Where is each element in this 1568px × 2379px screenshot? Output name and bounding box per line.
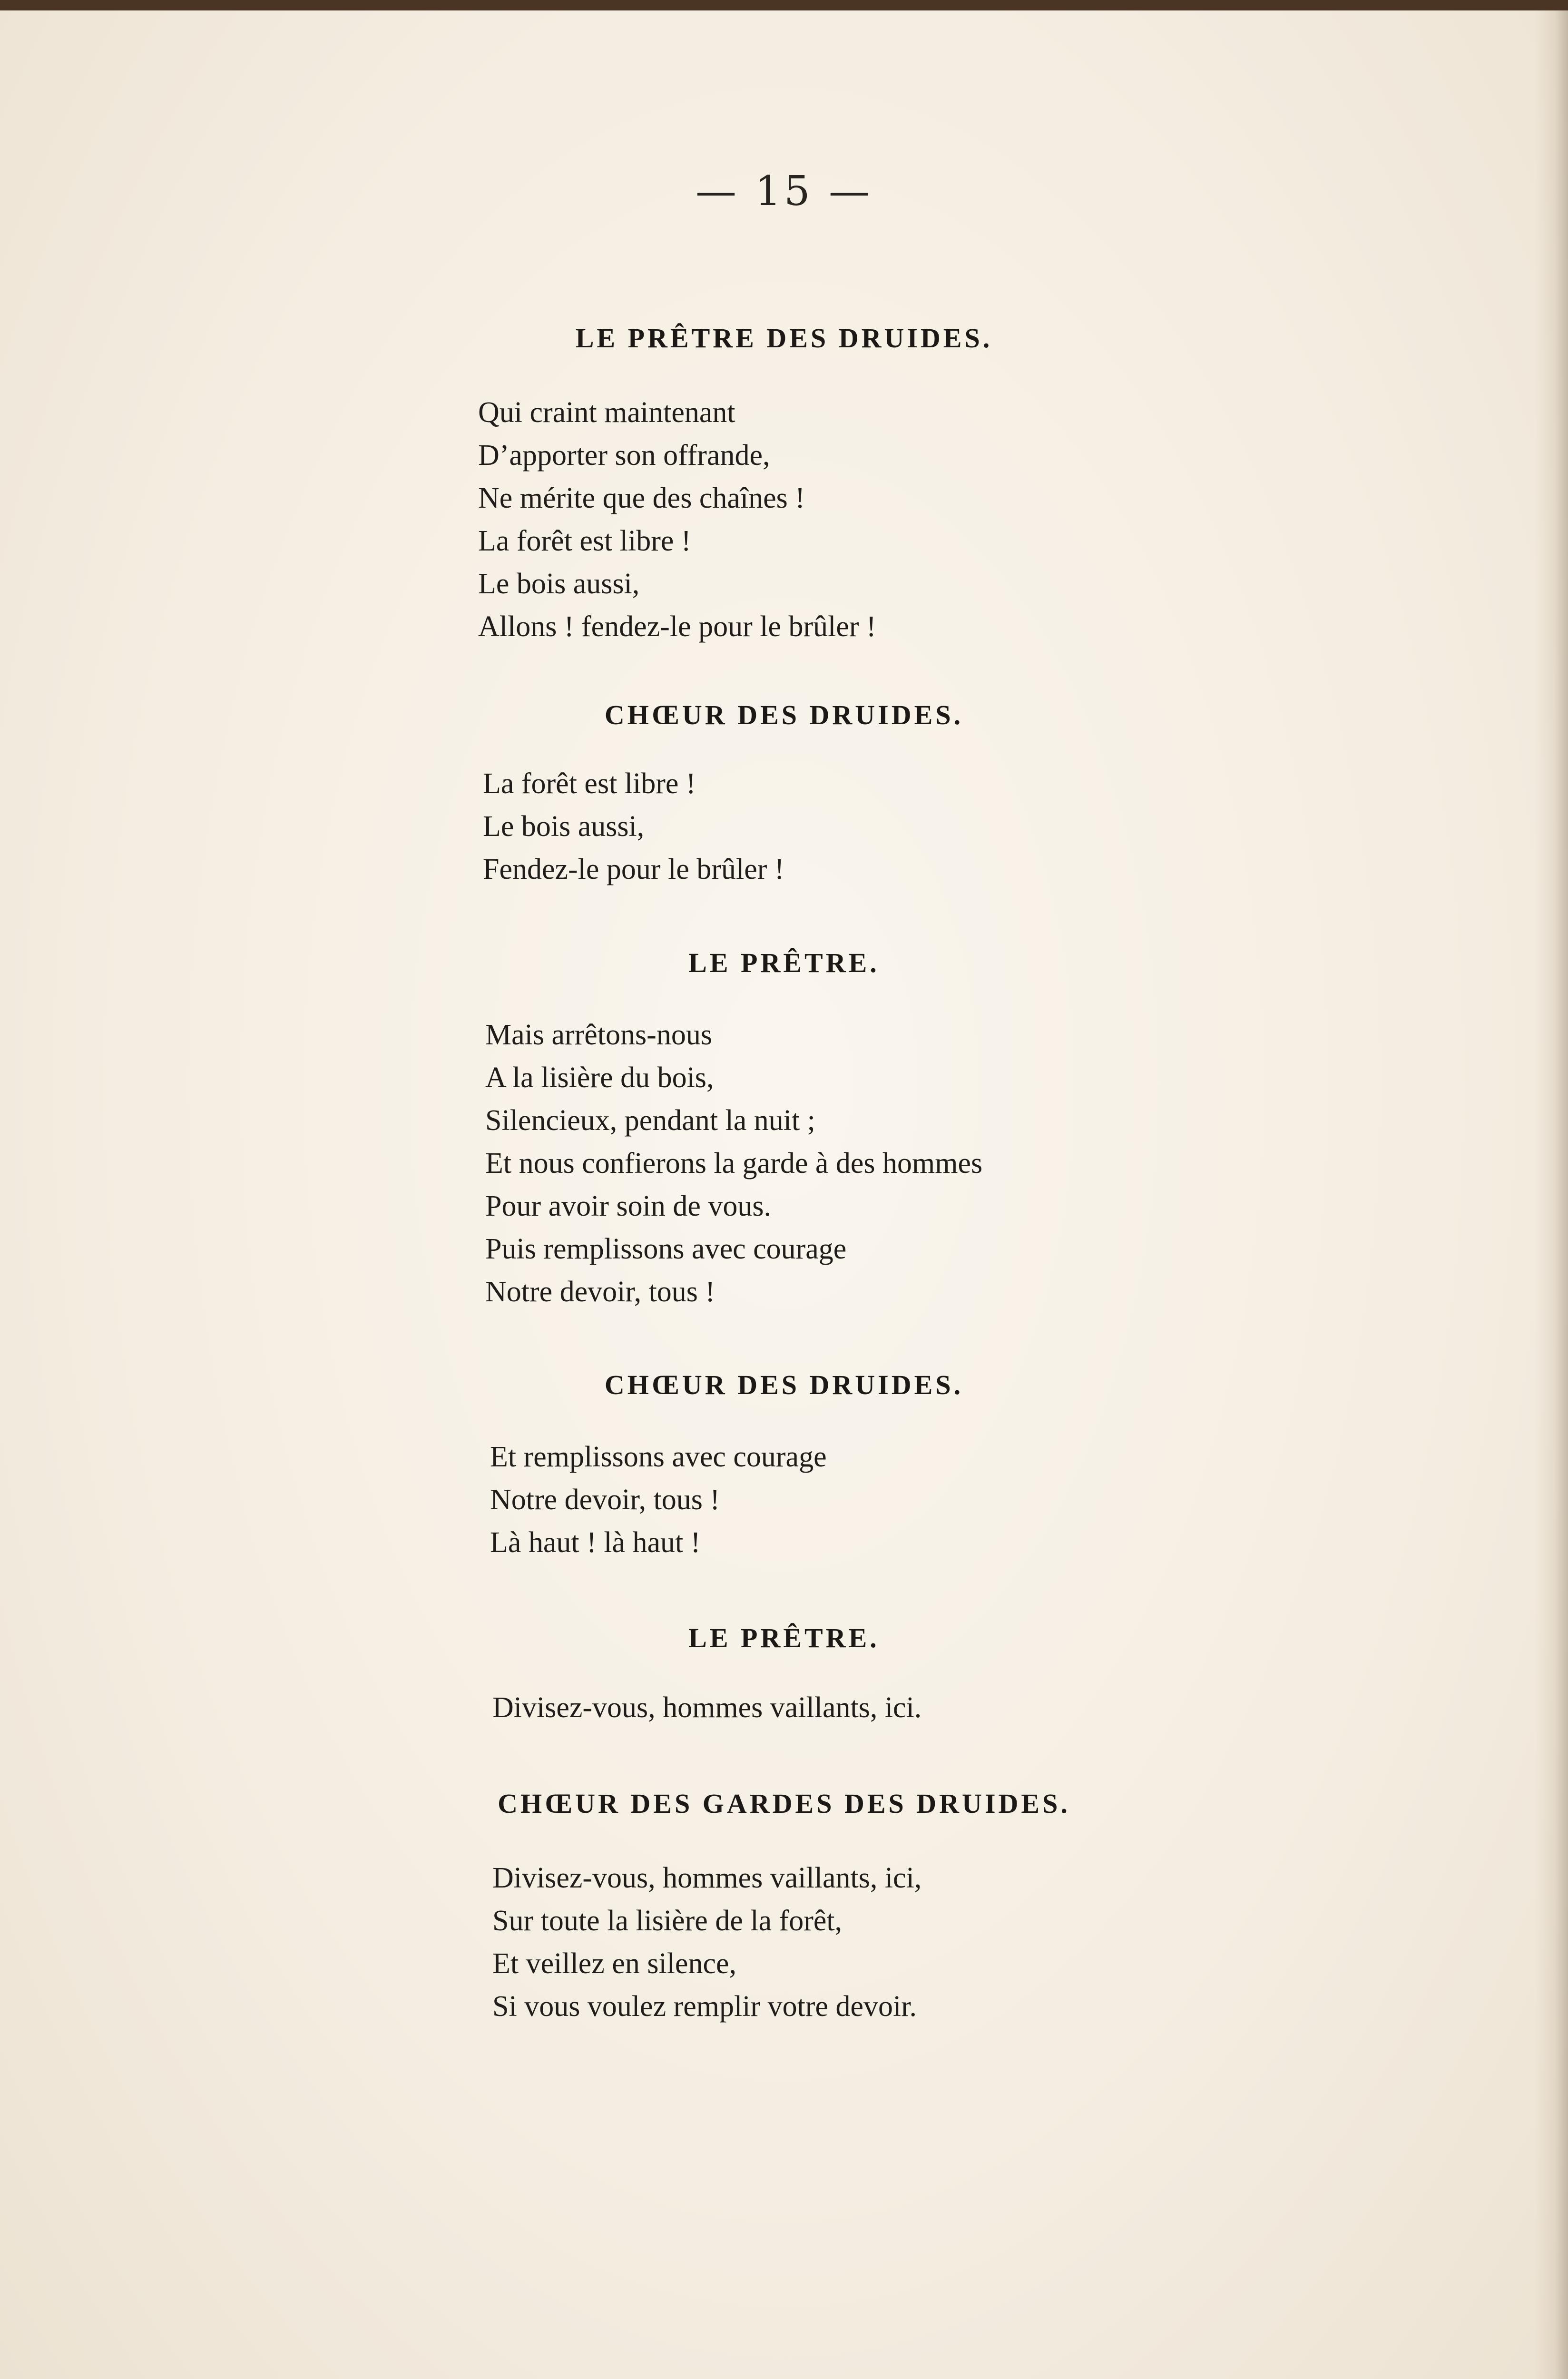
verse-line: Le bois aussi, [478,568,640,600]
verse-line: Fendez-le pour le brûler ! [483,853,784,885]
verse-block-3 [485,1013,982,1313]
verse-line: Mais arrêtons-nous [485,1019,712,1051]
verse-line: A la lisière du bois, [485,1062,714,1094]
verse-line: Qui craint maintenant [478,396,735,429]
speaker-heading-3: LE PRÊTRE. [688,947,880,978]
verse-block-4 [490,1435,827,1564]
verse-block-5 [492,1686,921,1729]
verse-line: D’apporter son offrande, [478,439,770,472]
verse-line: Et veillez en silence, [492,1947,736,1980]
page-edge-shadow [1535,10,1568,2379]
verse-line: Le bois aussi, [483,810,645,843]
verse-block-2 [483,762,784,891]
verse-line: Divisez-vous, hommes vaillants, ici, [492,1862,922,1894]
verse-line: Divisez-vous, hommes vaillants, ici. [492,1691,922,1724]
verse-line: Notre devoir, tous ! [485,1276,715,1308]
verse-line: Ne mérite que des chaînes ! [478,482,805,514]
verse-line: Silencieux, pendant la nuit ; [485,1104,815,1137]
verse-line: Et remplissons avec courage [490,1441,827,1473]
speaker-heading-4: CHŒUR DES DRUIDES. [604,1369,964,1400]
verse-line: Si vous voulez remplir votre devoir. [492,1990,917,2023]
verse-block-6 [492,1857,921,2028]
speaker-heading-5: LE PRÊTRE. [688,1622,880,1653]
speaker-heading-2: CHŒUR DES DRUIDES. [604,699,964,730]
verse-line: Et nous confierons la garde à des hommes [485,1147,983,1180]
speaker-heading-1: LE PRÊTRE DES DRUIDES. [575,323,993,354]
verse-line: Là haut ! là haut ! [490,1526,701,1559]
verse-line: La forêt est libre ! [478,525,691,557]
speaker-heading-6: CHŒUR DES GARDES DES DRUIDES. [498,1788,1070,1819]
verse-line: Sur toute la lisière de la forêt, [492,1905,843,1937]
verse-line: Pour avoir soin de vous. [485,1190,772,1222]
verse-line: Notre devoir, tous ! [490,1484,720,1516]
verse-line: Puis remplissons avec courage [485,1233,847,1265]
verse-line: Allons ! fendez-le pour le brûler ! [478,610,876,643]
verse-block-1 [478,391,876,648]
verse-line: La forêt est libre ! [483,767,696,800]
page-number: — 15 — [695,167,873,215]
